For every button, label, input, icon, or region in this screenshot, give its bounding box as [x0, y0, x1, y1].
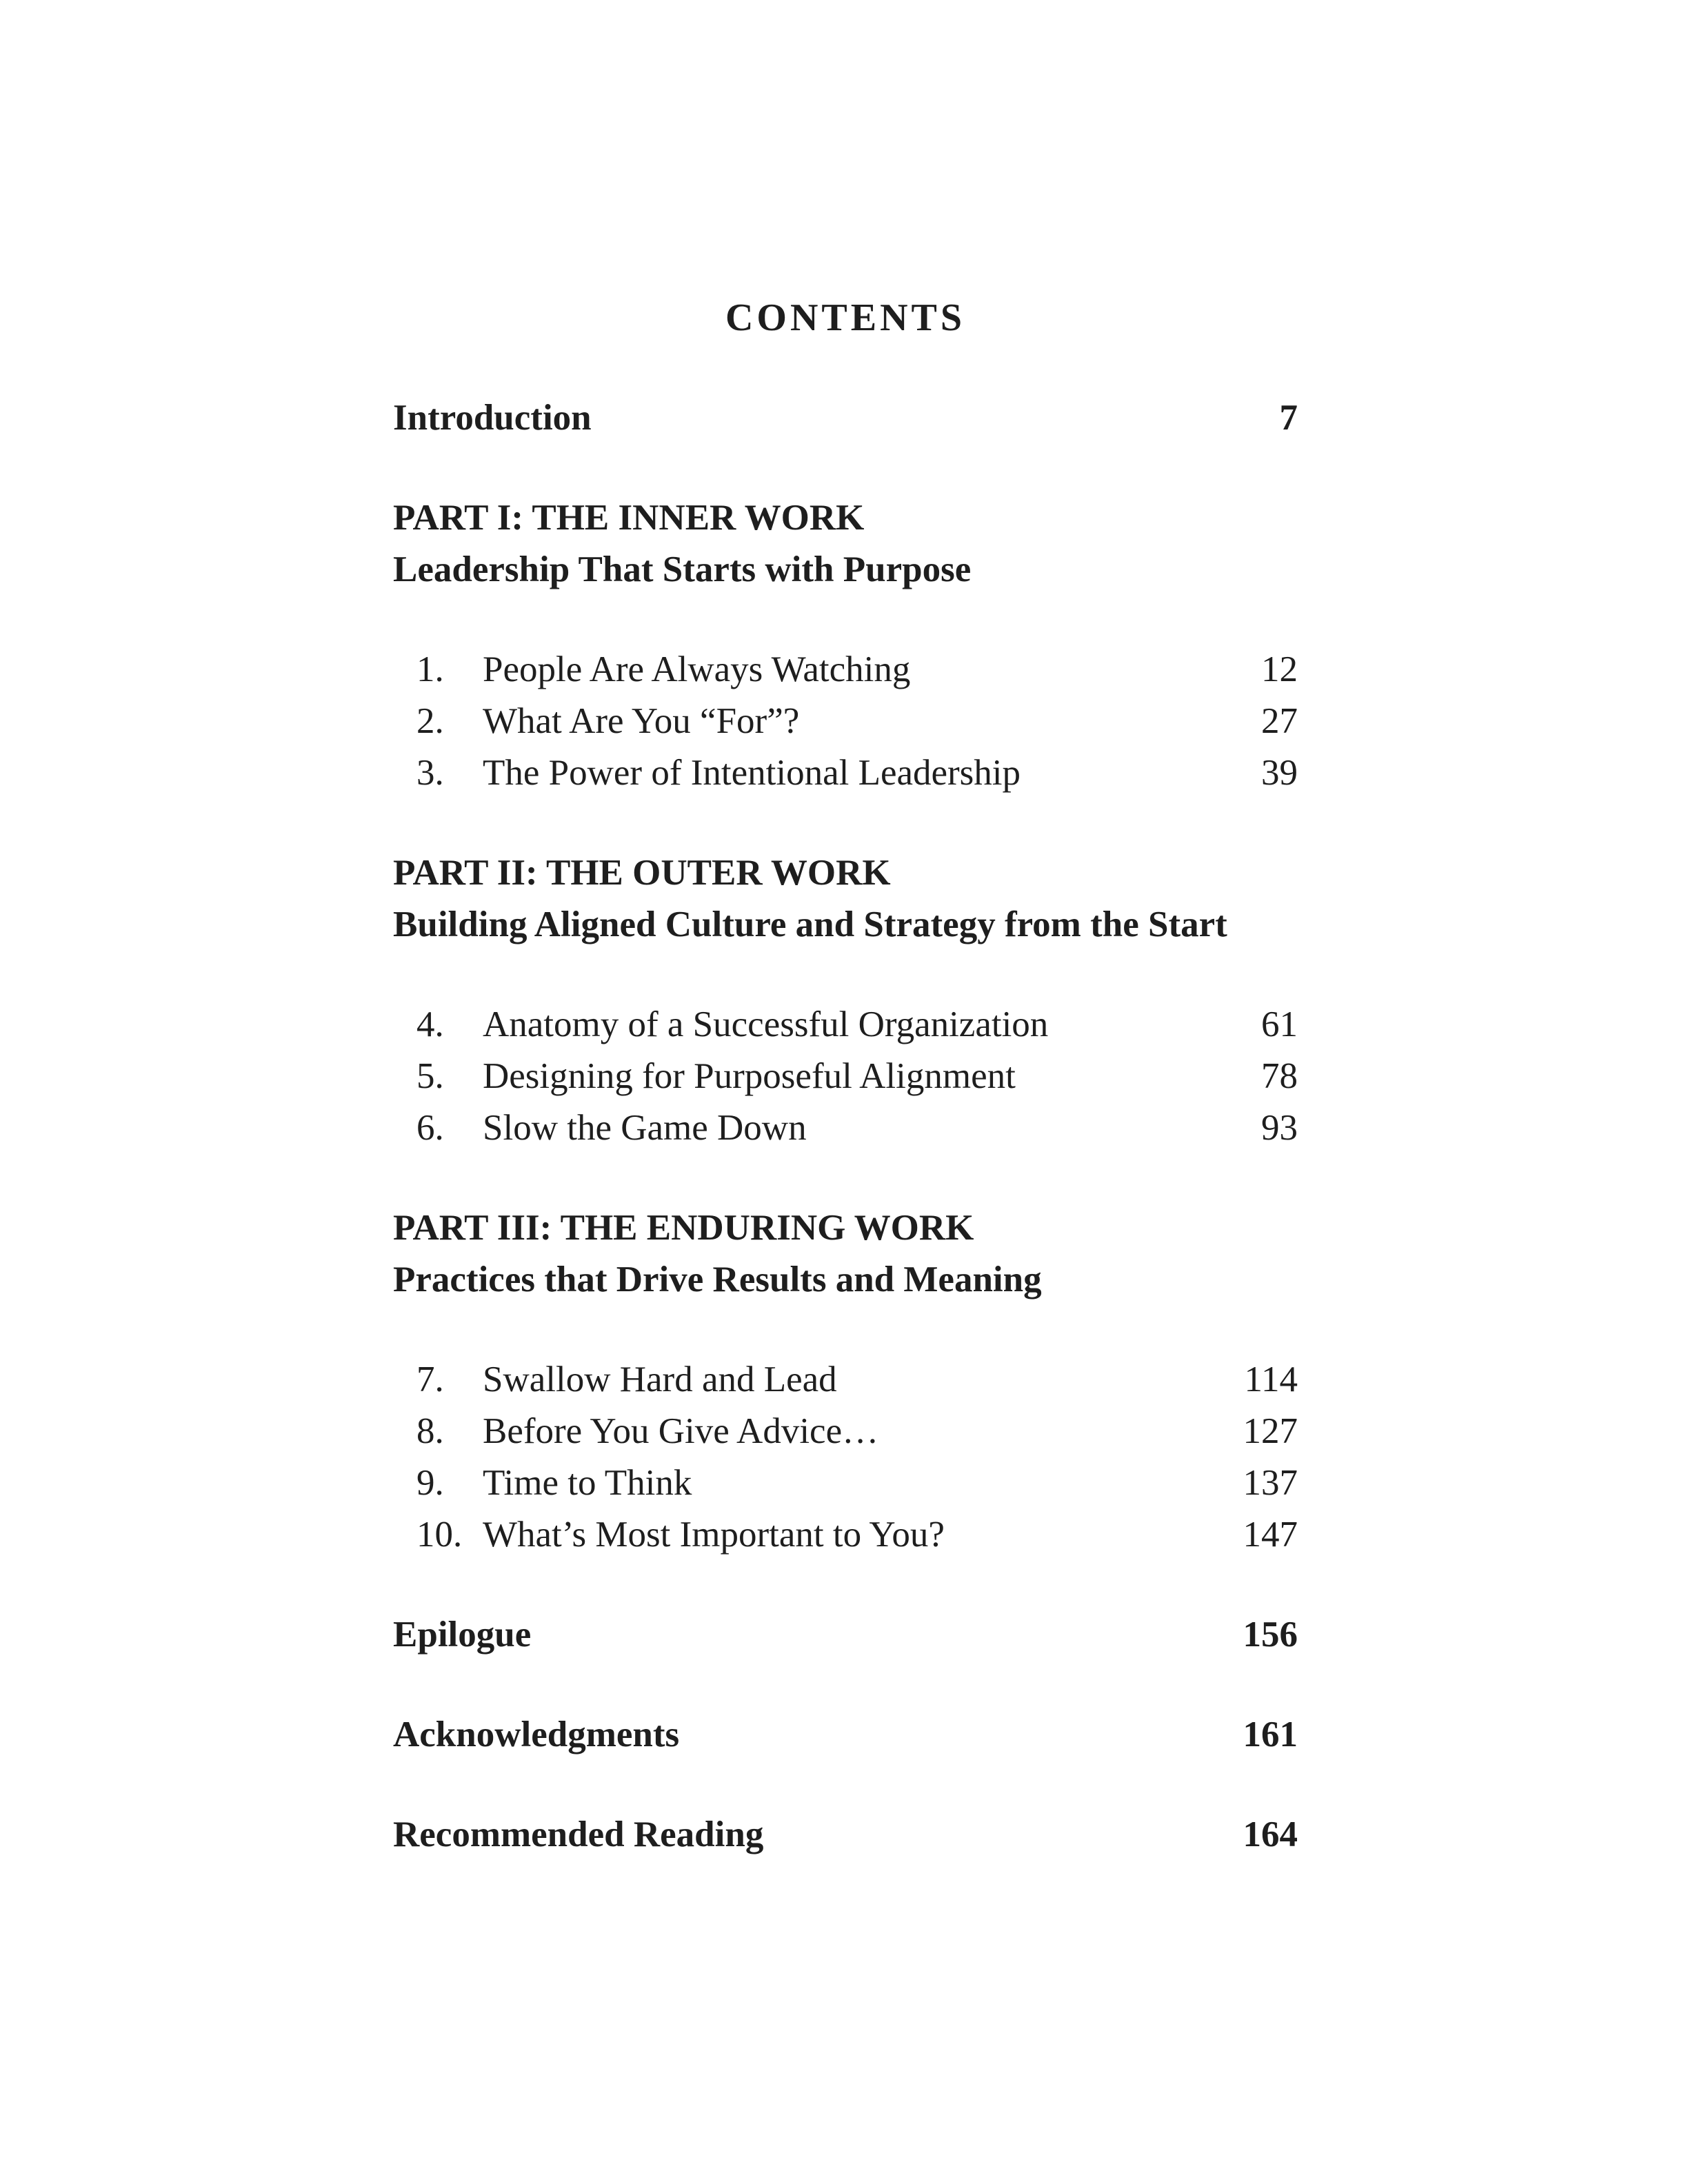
part-subtitle: Practices that Drive Results and Meaning	[393, 1260, 1042, 1300]
toc-entry-page-number: 161	[1243, 1715, 1298, 1755]
part-title: PART II: THE OUTER WORK	[393, 853, 891, 893]
toc-entry-page-number: 7	[1279, 398, 1298, 438]
chapter-number: 1.	[416, 649, 444, 689]
chapter-page-number: 137	[1243, 1463, 1298, 1503]
toc-entry	[393, 392, 1298, 444]
part-title: PART III: THE ENDURING WORK	[393, 1208, 974, 1248]
chapter-page-number: 78	[1261, 1056, 1298, 1096]
chapter-entry	[393, 1457, 1298, 1509]
chapter-title: Swallow Hard and Lead	[483, 1359, 837, 1399]
chapter-number: 3.	[416, 753, 444, 793]
chapter-entry	[393, 1509, 1298, 1561]
chapter-number: 7.	[416, 1359, 444, 1399]
toc-entry-label: Recommended Reading	[393, 1814, 764, 1854]
chapter-entry	[393, 999, 1298, 1051]
chapter-title: Before You Give Advice…	[483, 1411, 879, 1451]
chapter-title: Designing for Purposeful Alignment	[483, 1056, 1016, 1096]
chapter-number: 9.	[416, 1463, 444, 1503]
chapter-page-number: 39	[1261, 753, 1298, 793]
chapter-page-number: 61	[1261, 1004, 1298, 1044]
page-title: CONTENTS	[725, 296, 966, 339]
chapter-entry	[393, 1354, 1298, 1406]
chapter-page-number: 147	[1243, 1515, 1298, 1555]
chapter-number: 8.	[416, 1411, 444, 1451]
chapter-title: What Are You “For”?	[483, 701, 800, 741]
part-heading	[393, 847, 1298, 951]
toc-entry-label: Introduction	[393, 398, 592, 438]
toc-entry-page-number: 156	[1243, 1615, 1298, 1655]
chapter-entry	[393, 1406, 1298, 1457]
part-title: PART I: THE INNER WORK	[393, 498, 865, 538]
toc-entry-label: Epilogue	[393, 1615, 532, 1655]
chapter-entry	[393, 696, 1298, 747]
chapter-title: People Are Always Watching	[483, 649, 911, 689]
chapter-number: 10.	[416, 1515, 463, 1555]
chapter-entry	[393, 747, 1298, 799]
toc-body	[393, 392, 1298, 1861]
chapter-list	[393, 1354, 1298, 1561]
part-subtitle: Building Aligned Culture and Strategy from the Start	[393, 904, 1227, 944]
chapter-title: What’s Most Important to You?	[483, 1515, 945, 1555]
chapter-title: Slow the Game Down	[483, 1108, 807, 1148]
chapter-number: 2.	[416, 701, 444, 741]
chapter-page-number: 12	[1261, 649, 1298, 689]
toc-entry	[393, 1709, 1298, 1761]
chapter-page-number: 27	[1261, 701, 1298, 741]
toc-entry	[393, 1809, 1298, 1861]
part-heading	[393, 1202, 1298, 1306]
chapter-title: Anatomy of a Successful Organization	[483, 1004, 1049, 1044]
chapter-page-number: 114	[1244, 1359, 1298, 1399]
chapter-title: The Power of Intentional Leadership	[483, 753, 1021, 793]
chapter-entry	[393, 1051, 1298, 1102]
chapter-number: 5.	[416, 1056, 444, 1096]
part-heading	[393, 492, 1298, 596]
toc-entry-page-number: 164	[1243, 1814, 1298, 1854]
chapter-number: 4.	[416, 1004, 444, 1044]
chapter-list	[393, 644, 1298, 799]
toc-entry	[393, 1609, 1298, 1661]
part-subtitle: Leadership That Starts with Purpose	[393, 549, 972, 589]
chapter-page-number: 93	[1261, 1108, 1298, 1148]
chapter-entry	[393, 644, 1298, 696]
toc-entry-label: Acknowledgments	[393, 1715, 680, 1755]
chapter-page-number: 127	[1243, 1411, 1298, 1451]
toc-content	[393, 292, 1298, 1861]
chapter-list	[393, 999, 1298, 1154]
chapter-number: 6.	[416, 1108, 444, 1148]
chapter-entry	[393, 1102, 1298, 1154]
chapter-title: Time to Think	[483, 1463, 692, 1503]
